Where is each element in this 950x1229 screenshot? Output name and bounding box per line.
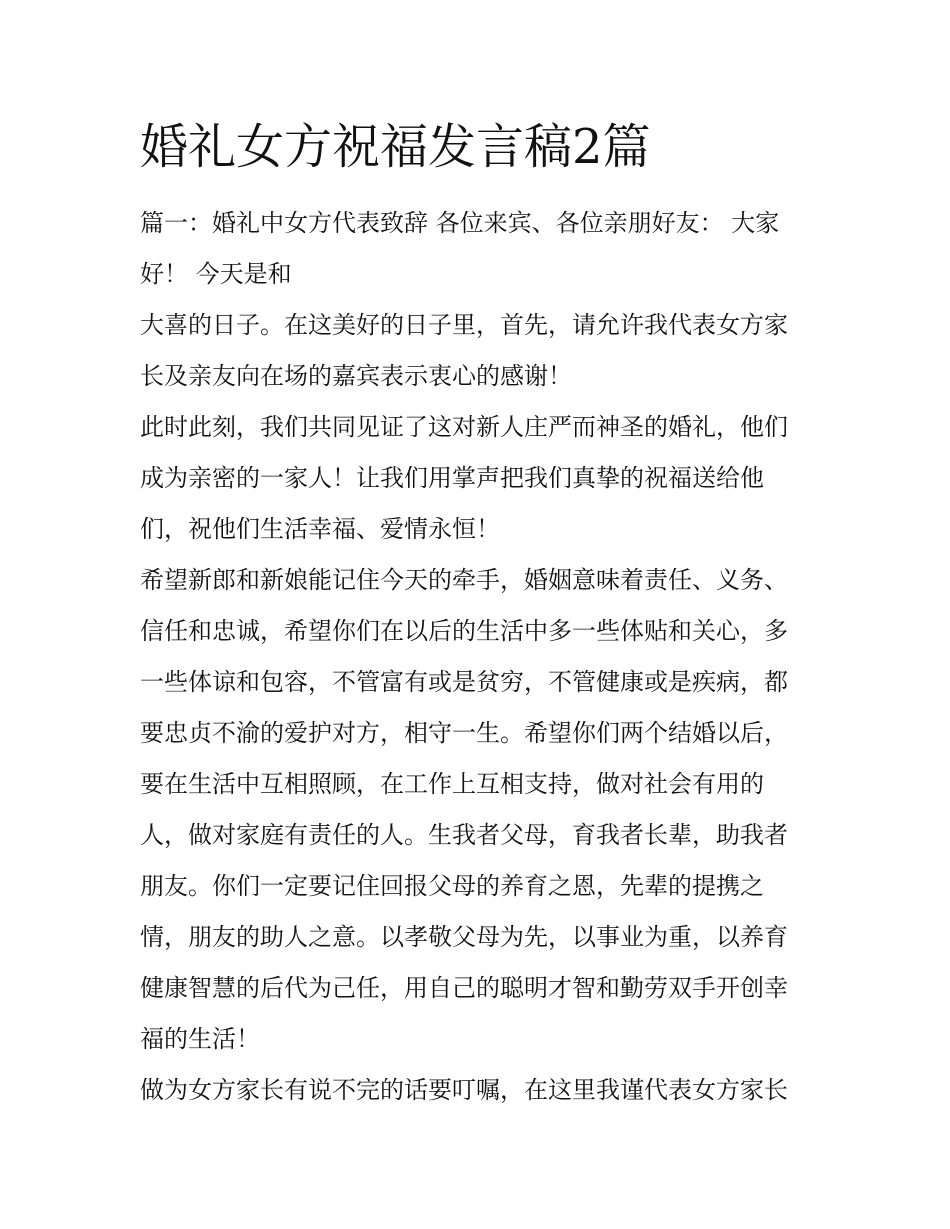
body-line: 成为亲密的一家人！让我们用掌声把我们真挚的祝福送给他 xyxy=(140,464,764,492)
body-line: 长及亲友向在场的嘉宾表示衷心的感谢！ xyxy=(140,362,572,390)
body-line: 做为女方家长有说不完的话要叮嘱，在这里我谨代表女方家长 xyxy=(140,1076,788,1104)
body-line: 希望新郎和新娘能记住今天的牵手，婚姻意味着责任、义务、 xyxy=(140,566,788,594)
body-line: 此时此刻，我们共同见证了这对新人庄严而神圣的婚礼，他们 xyxy=(140,413,788,441)
body-line: 大喜的日子。在这美好的日子里，首先，请允许我代表女方家 xyxy=(140,311,788,339)
body-line: 一些体谅和包容，不管富有或是贫穷，不管健康或是疾病，都 xyxy=(140,668,788,696)
document-title: 婚礼女方祝福发言稿2篇 xyxy=(140,119,651,175)
body-line: 好！ 今天是和 xyxy=(140,260,292,288)
body-line: 人，做对家庭有责任的人。生我者父母，育我者长辈，助我者 xyxy=(140,821,788,849)
body-line: 朋友。你们一定要记住回报父母的养育之恩，先辈的提携之 xyxy=(140,872,764,900)
body-line: 篇一：婚礼中女方代表致辞 各位来宾、各位亲朋好友： 大家 xyxy=(140,209,780,237)
body-line: 健康智慧的后代为己任，用自己的聪明才智和勤劳双手开创幸 xyxy=(140,974,788,1002)
body-line: 信任和忠诚，希望你们在以后的生活中多一些体贴和关心，多 xyxy=(140,617,788,645)
body-line: 要在生活中互相照顾，在工作上互相支持，做对社会有用的 xyxy=(140,770,764,798)
body-line: 们，祝他们生活幸福、爱情永恒！ xyxy=(140,515,500,543)
body-line: 福的生活！ xyxy=(140,1025,260,1053)
document-body xyxy=(140,198,820,1116)
body-line: 情，朋友的助人之意。以孝敬父母为先，以事业为重，以养育 xyxy=(140,923,788,951)
body-line: 要忠贞不渝的爱护对方，相守一生。希望你们两个结婚以后， xyxy=(140,719,788,747)
